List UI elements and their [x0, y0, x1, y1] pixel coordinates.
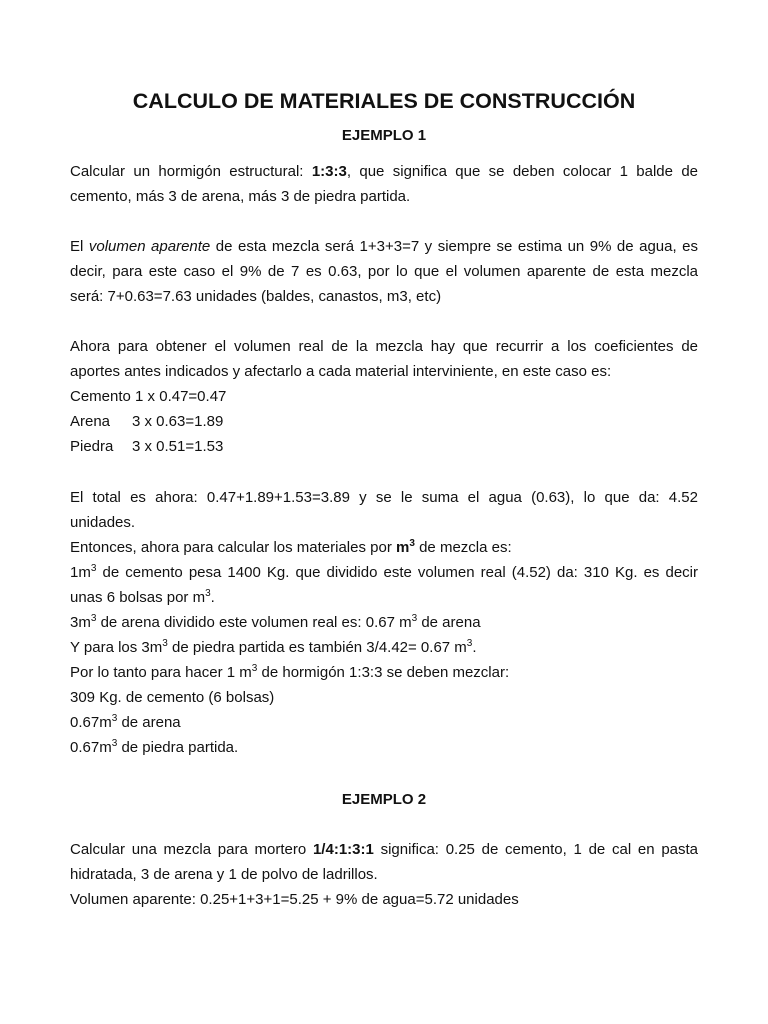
paragraph-line — [70, 638, 477, 658]
text-run: 0.67m — [70, 739, 112, 756]
paragraph-line — [70, 588, 215, 608]
paragraph-line — [70, 538, 512, 558]
mix-ratio: 1/4:1:3:1 — [312, 841, 374, 858]
material-label: Arena — [70, 413, 111, 430]
text-run: Entonces, ahora para calcular los materiales por — [70, 539, 392, 556]
text-run: de piedra partida. — [121, 739, 239, 756]
material-calc: 3 x 0.63=1.89 — [132, 413, 224, 430]
material-row-cemento — [70, 387, 226, 407]
text-run: de arena — [121, 714, 181, 731]
section-heading-ejemplo-1: EJEMPLO 1 — [341, 127, 427, 144]
paragraph-line: unidades. — [70, 514, 136, 531]
paragraph-line — [70, 162, 698, 182]
text-run: de esta mezcla será 1+3+3=7 y siempre se estima un 9% de agua, es — [215, 238, 699, 255]
text-run: de piedra partida es también 3/4.42= 0.67 m — [172, 639, 467, 656]
paragraph-line: 309 Kg. de cemento (6 bolsas) — [70, 689, 275, 706]
paragraph-line: Ahora para obtener el volumen real de la mezcla hay que recurrir a los coeficientes de — [70, 338, 698, 355]
material-label: Cemento — [70, 388, 131, 405]
superscript: 3 — [162, 638, 168, 649]
paragraph-line — [70, 613, 481, 633]
text-run: de arena — [421, 614, 481, 631]
superscript: 3 — [90, 613, 97, 624]
text-run: Y para los 3m — [70, 639, 163, 656]
paragraph-line: aportes antes indicados y afectarlo a cada material interviniente, en este caso es: — [70, 363, 612, 380]
text-run: Calcular un hormigón estructural: — [70, 163, 304, 180]
material-row-piedra — [70, 437, 223, 457]
superscript: 3 — [251, 663, 258, 674]
unit-m3: $m^3$ — [396, 538, 415, 556]
paragraph-line — [70, 840, 698, 860]
mix-ratio: 1:3:3 — [311, 163, 347, 180]
text-run: El — [70, 238, 84, 255]
paragraph-line: hidratada, 3 de arena y 1 de polvo de ladrillos. — [70, 866, 378, 883]
text-run: . — [472, 639, 477, 656]
paragraph-line — [70, 738, 238, 758]
superscript: 3 — [90, 563, 97, 574]
material-calc: 3 x 0.51=1.53 — [132, 438, 224, 455]
paragraph-line — [70, 713, 181, 733]
paragraph-line: decir, para este caso el 9% de 7 es 0.63, por lo que el volumen aparente de esta mezcla — [70, 263, 698, 280]
text-run: de hormigón 1:3:3 se deben mezclar: — [261, 664, 510, 681]
paragraph-line — [70, 237, 698, 257]
document-page — [70, 0, 698, 1024]
paragraph-line: será: 7+0.63=7.63 unidades (baldes, canastos, m3, etc) — [70, 288, 442, 305]
text-run: significa: 0.25 de cemento, 1 de cal en pasta — [380, 841, 699, 858]
text-run: unas 6 bolsas por m — [70, 589, 206, 606]
section-heading-ejemplo-2: EJEMPLO 2 — [341, 791, 427, 808]
text-run: , que significa que se deben colocar 1 balde de — [346, 163, 699, 180]
superscript: 3 — [466, 638, 473, 649]
superscript: 3 — [111, 738, 118, 749]
material-calc: 1 x 0.47=0.47 — [135, 388, 227, 405]
text-run: 0.67m — [70, 714, 112, 731]
text-run: de arena dividido este volumen real es: 0.67 m — [100, 614, 412, 631]
superscript: 3 — [411, 613, 418, 624]
paragraph-line: El total es ahora: 0.47+1.89+1.53=3.89 y se le suma el agua (0.63), lo que da: 4.52 — [70, 489, 698, 506]
page-title: CALCULO DE MATERIALES DE CONSTRUCCIÓN — [132, 89, 636, 113]
text-run: Calcular una mezcla para mortero — [70, 841, 307, 858]
paragraph-line — [70, 563, 698, 583]
text-run: de cemento pesa 1400 Kg. que dividido este volumen real (4.52) da: 310 Kg. es decir — [102, 564, 699, 581]
superscript: 3 — [205, 588, 211, 599]
text-run: . — [210, 589, 215, 606]
text-run: Por lo tanto para hacer 1 m — [70, 664, 252, 681]
text-run: 1m — [70, 564, 91, 581]
material-label: Piedra — [70, 438, 114, 455]
emphasis-term: volumen aparente — [88, 238, 211, 255]
superscript: 3 — [111, 713, 118, 724]
paragraph-line: Volumen aparente: 0.25+1+3+1=5.25 + 9% de agua=5.72 unidades — [70, 891, 519, 908]
paragraph-line — [70, 663, 509, 683]
text-run: 3m — [70, 614, 91, 631]
paragraph-line: cemento, más 3 de arena, más 3 de piedra partida. — [70, 188, 411, 205]
material-row-arena — [70, 412, 223, 432]
text-run: de mezcla es: — [419, 539, 512, 556]
